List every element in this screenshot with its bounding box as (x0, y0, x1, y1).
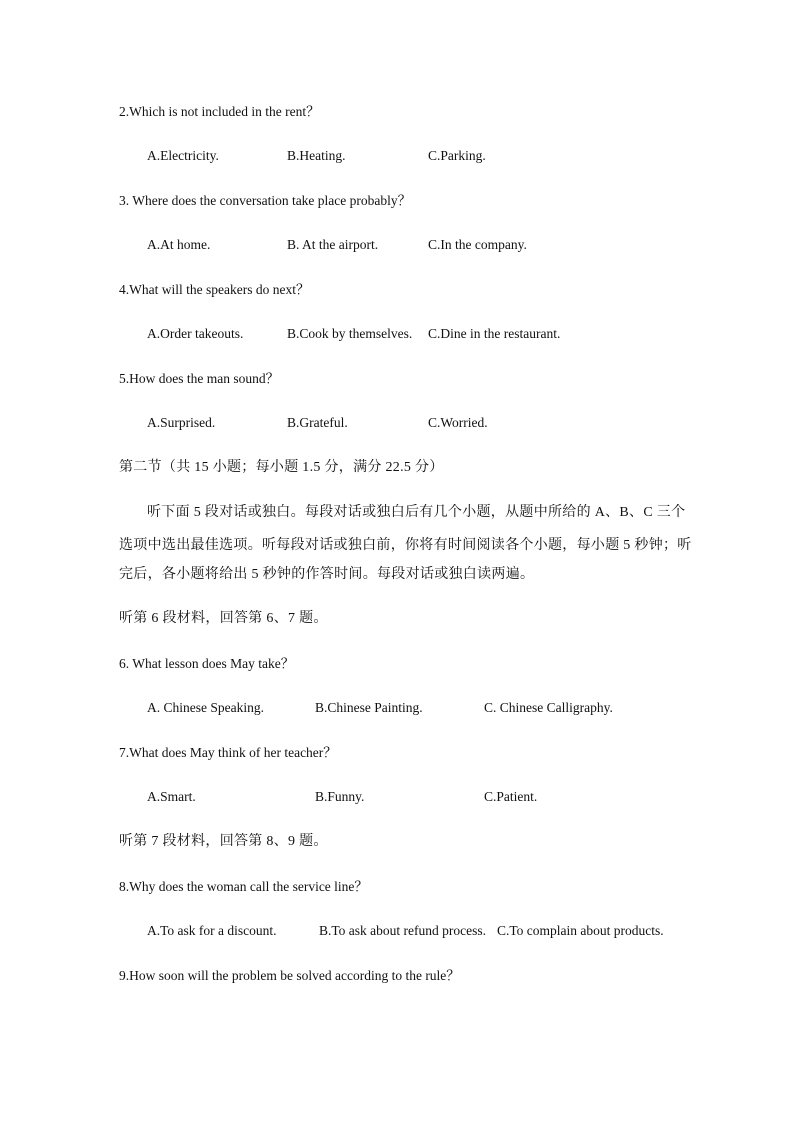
section-2-instructions-line-2: 选项中选出最佳选项。听每段对话或独白前，你将有时间阅读各个小题，每小题 5 秒钟；听 (119, 538, 692, 553)
question-6-option-c: C. Chinese Calligraphy. (484, 700, 613, 715)
question-8-option-c: C.To complain about products. (497, 923, 664, 938)
question-4-option-a: A.Order takeouts. (147, 326, 244, 341)
question-7-option-b: B.Funny. (315, 789, 365, 804)
question-8-option-b: B.To ask about refund process. (319, 923, 487, 938)
question-8-option-a: A.To ask for a discount. (147, 923, 277, 938)
question-7-text: 7.What does May think of her teacher？ (119, 745, 337, 760)
question-3-option-b: B. At the airport. (287, 237, 379, 252)
question-2-text: 2.Which is not included in the rent？ (119, 104, 320, 119)
section-2-instructions-line-1: 听下面 5 段对话或独白。每段对话或独白后有几个小题，从题中所给的 A、B、C 三个 (147, 505, 686, 520)
section-2-heading: 第二节（共 15 小题；每小题 1.5 分，满分 22.5 分） (119, 460, 444, 475)
question-5-text: 5.How does the man sound？ (119, 371, 280, 386)
question-5-option-c: C.Worried. (428, 415, 488, 430)
question-3-text: 3. Where does the conversation take place probably？ (119, 193, 412, 208)
question-5-option-a: A.Surprised. (147, 415, 216, 430)
question-8-text: 8.Why does the woman call the service line？ (119, 879, 368, 894)
section-2-instructions-line-3: 完后，各小题将给出 5 秒钟的作答时间。每段对话或独白读两遍。 (119, 567, 535, 582)
question-3-option-a: A.At home. (147, 237, 211, 252)
question-5-option-b: B.Grateful. (287, 415, 348, 430)
question-7-option-a: A.Smart. (147, 789, 196, 804)
material-7-label: 听第 7 段材料，回答第 8、9 题。 (119, 834, 328, 849)
question-6-option-a: A. Chinese Speaking. (147, 700, 264, 715)
question-2-option-a: A.Electricity. (147, 148, 219, 163)
question-6-option-b: B.Chinese Painting. (315, 700, 423, 715)
question-2-option-b: B.Heating. (287, 148, 346, 163)
question-4-option-c: C.Dine in the restaurant. (428, 326, 561, 341)
material-6-label: 听第 6 段材料，回答第 6、7 题。 (119, 611, 328, 626)
question-7-option-c: C.Patient. (484, 789, 538, 804)
question-9-text: 9.How soon will the problem be solved according to the rule？ (119, 968, 460, 983)
question-6-text: 6. What lesson does May take？ (119, 656, 295, 671)
question-4-text: 4.What will the speakers do next？ (119, 282, 310, 297)
question-3-option-c: C.In the company. (428, 237, 527, 252)
question-4-option-b: B.Cook by themselves. (287, 326, 413, 341)
question-2-option-c: C.Parking. (428, 148, 486, 163)
